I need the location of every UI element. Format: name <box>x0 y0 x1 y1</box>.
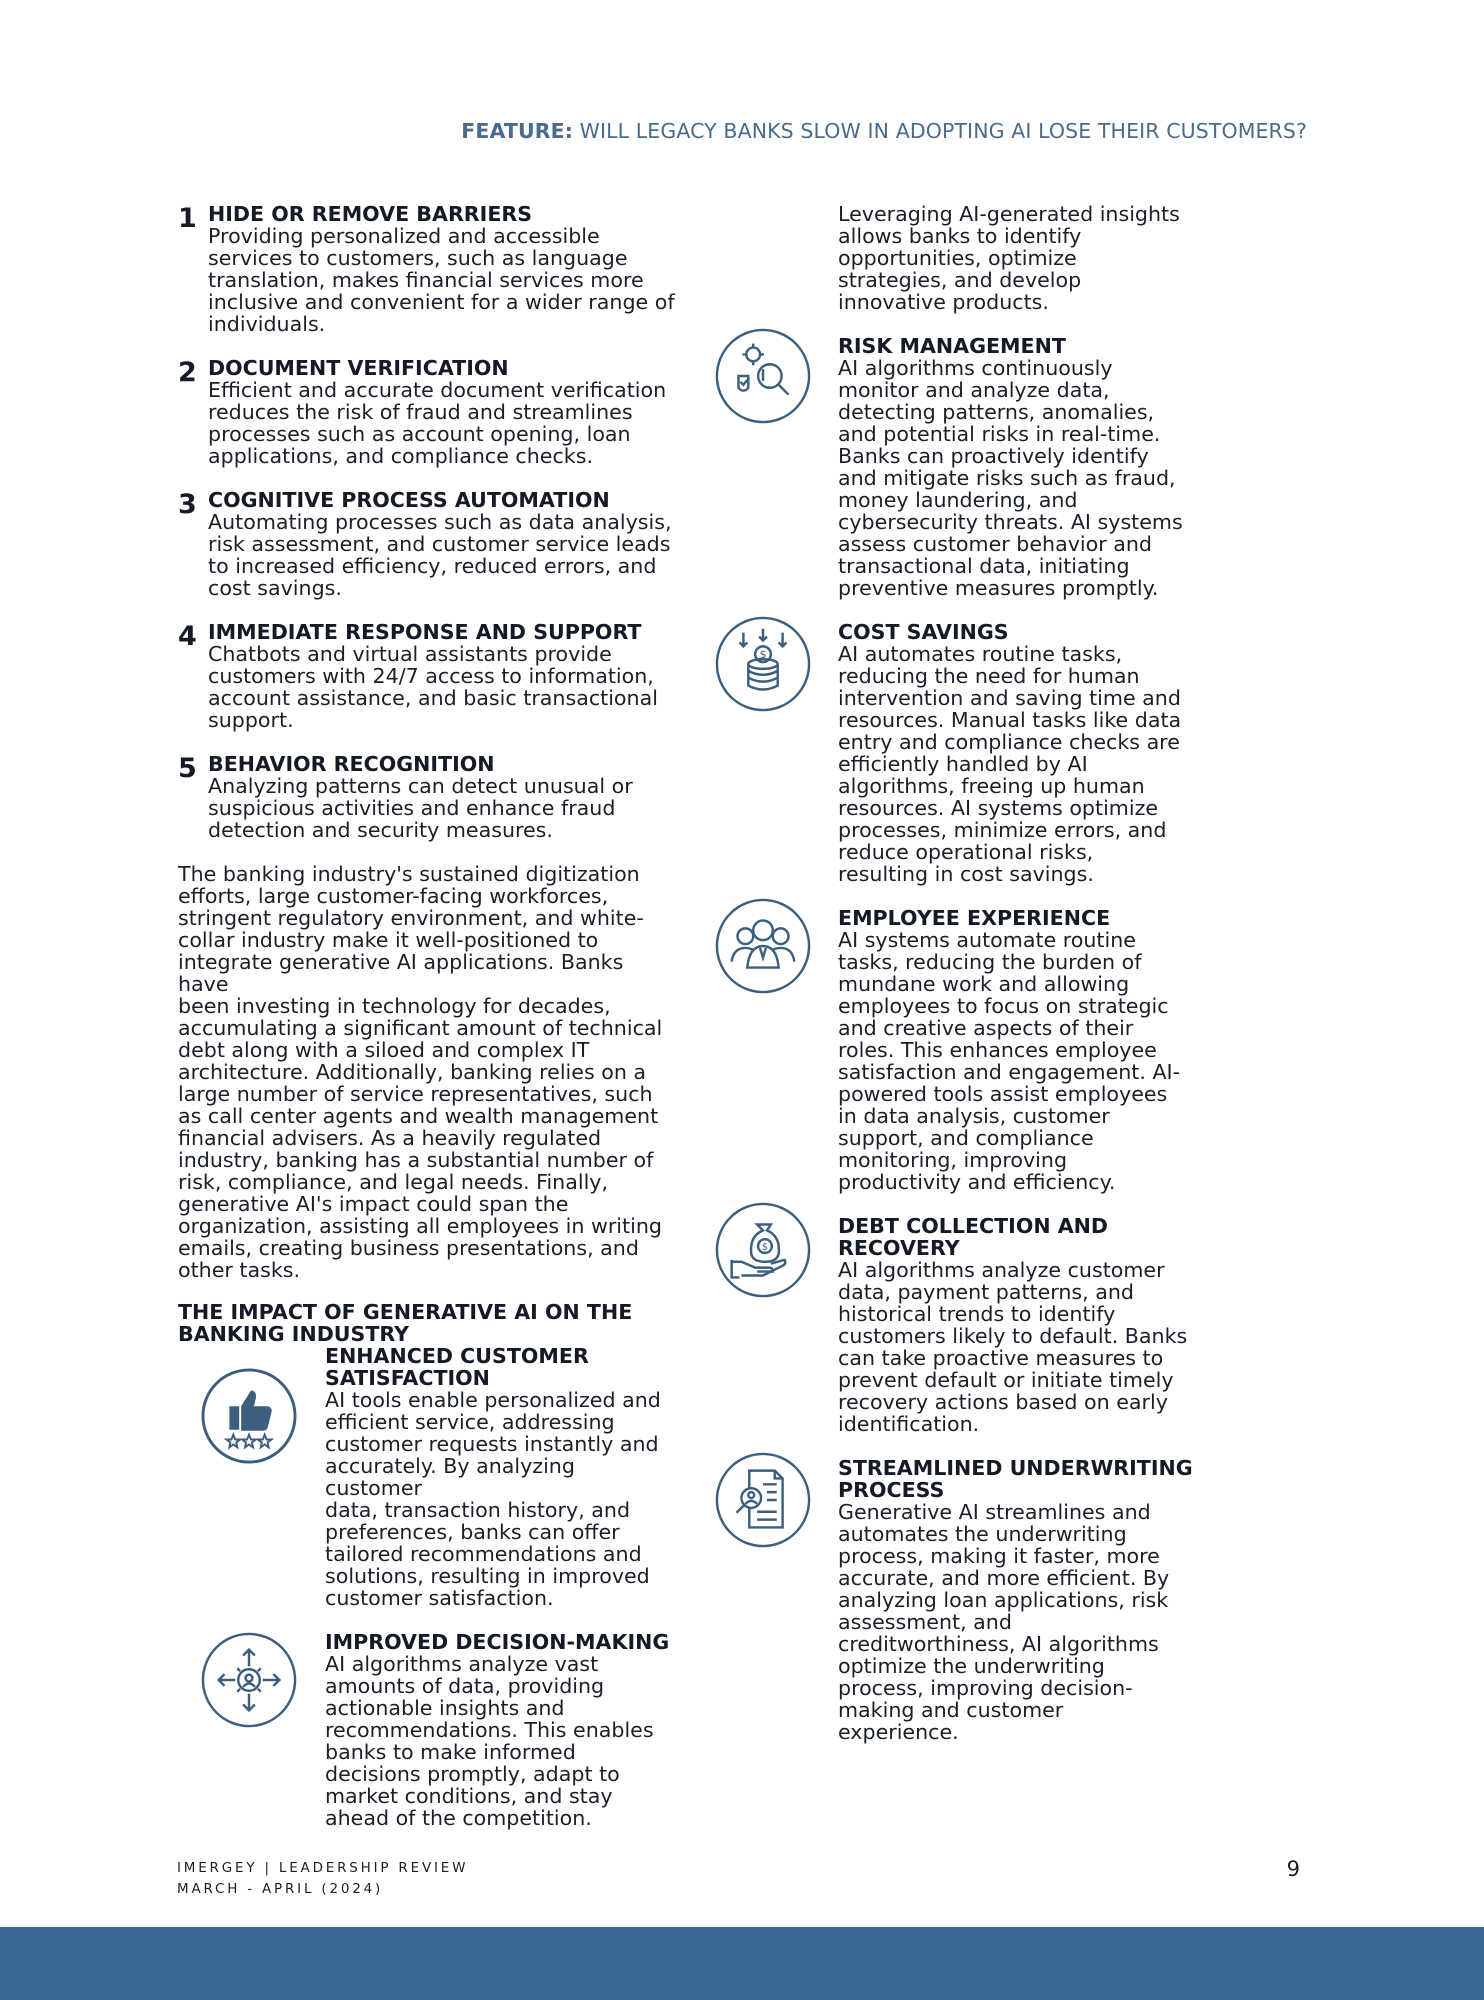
text-line: financial advisers. As a heavily regulated <box>178 1126 602 1150</box>
item-text <box>208 511 678 599</box>
left-column <box>178 203 678 1829</box>
text-line: and potential risks in real-time. <box>838 422 1161 446</box>
text-line: support. <box>208 708 294 732</box>
text-line: efficient service, addressing <box>325 1410 615 1434</box>
text-line: analyzing loan applications, risk <box>838 1588 1169 1612</box>
text-line: prevent default or initiate timely <box>838 1368 1174 1392</box>
text-line: customer requests instantly and <box>325 1432 659 1456</box>
text-line: employees to focus on strategic <box>838 994 1169 1018</box>
item-title: ENHANCED CUSTOMER SATISFACTION <box>325 1344 589 1390</box>
svg-text:$: $ <box>761 1242 769 1253</box>
item-title: COST SAVINGS <box>838 620 1009 644</box>
text-line: industry, banking has a substantial number of <box>178 1148 654 1172</box>
text-line: process, improving decision- <box>838 1676 1133 1700</box>
item-title: BEHAVIOR RECOGNITION <box>208 752 495 776</box>
text-line: integrate generative AI applications. Banks have <box>178 950 624 996</box>
icon-item-employee-experience <box>714 907 1308 1193</box>
text-line: customers likely to default. Banks <box>838 1324 1188 1348</box>
svg-text:$: $ <box>759 648 767 662</box>
text-line: customer satisfaction. <box>325 1586 554 1610</box>
text-line: organization, assisting all employees in writing <box>178 1214 662 1238</box>
item-title: EMPLOYEE EXPERIENCE <box>838 906 1111 930</box>
text-line: solutions, resulting in improved <box>325 1564 650 1588</box>
text-line: money laundering, and <box>838 488 1078 512</box>
text-line: detection and security measures. <box>208 818 553 842</box>
text-line: processes such as account opening, loan <box>208 422 631 446</box>
text-line: AI tools enable personalized and <box>325 1388 661 1412</box>
text-line: resources. Manual tasks like data <box>838 708 1182 732</box>
text-line: resulting in cost savings. <box>838 862 1094 886</box>
item-text <box>208 379 678 467</box>
item-text <box>838 929 1308 1193</box>
text-line: resources. AI systems optimize <box>838 796 1159 820</box>
text-line: individuals. <box>208 312 326 336</box>
text-line: intervention and saving time and <box>838 686 1181 710</box>
text-line: amounts of data, providing <box>325 1674 605 1698</box>
text-line: can take proactive measures to <box>838 1346 1164 1370</box>
text-line: and mitigate risks such as fraud, <box>838 466 1176 490</box>
footer-publication <box>177 1858 468 1900</box>
header-title: WILL LEGACY BANKS SLOW IN ADOPTING AI LOSE THEIR CUSTOMERS? <box>573 119 1307 143</box>
thumbs-up-stars-icon <box>200 1367 298 1465</box>
item-title: IMMEDIATE RESPONSE AND SUPPORT <box>208 620 642 644</box>
body-paragraph <box>178 863 678 1281</box>
text-line: large number of service representatives, such <box>178 1082 653 1106</box>
text-line: Automating processes such as data analysis, <box>208 510 672 534</box>
text-line: efficiently handled by AI <box>838 752 1088 776</box>
footer-issue-date: MARCH - APRIL (2024) <box>177 1881 384 1897</box>
text-line: market conditions, and stay <box>325 1784 613 1808</box>
text-line: identification. <box>838 1412 980 1436</box>
employees-group-icon <box>714 897 812 995</box>
item-text <box>325 1653 678 1829</box>
item-title: STREAMLINED UNDERWRITING PROCESS <box>838 1456 1193 1502</box>
text-line: Banks can proactively identify <box>838 444 1149 468</box>
text-line: risk assessment, and customer service leads <box>208 532 671 556</box>
text-line: experience. <box>838 1720 959 1744</box>
numbered-item-1 <box>178 203 678 335</box>
item-number: 1 <box>178 203 197 234</box>
text-line: algorithms, freeing up human <box>838 774 1145 798</box>
text-line: tasks, reducing the burden of <box>838 950 1142 974</box>
text-line: AI algorithms analyze vast <box>325 1652 599 1676</box>
text-line: reducing the need for human <box>838 664 1140 688</box>
text-line: optimize the underwriting <box>838 1654 1105 1678</box>
text-line: powered tools assist employees <box>838 1082 1168 1106</box>
text-line: monitor and analyze data, <box>838 378 1110 402</box>
text-line: actionable insights and <box>325 1696 565 1720</box>
item-title: DEBT COLLECTION AND RECOVERY <box>838 1214 1109 1260</box>
numbered-item-3 <box>178 489 678 599</box>
text-line: as call center agents and wealth management <box>178 1104 659 1128</box>
icon-item-risk-management <box>714 335 1308 599</box>
text-line: been investing in technology for decades, <box>178 994 611 1018</box>
text-line: Leveraging AI-generated insights <box>838 202 1180 226</box>
item-text <box>208 643 678 731</box>
numbered-item-2 <box>178 357 678 467</box>
text-line: entry and compliance checks are <box>838 730 1180 754</box>
money-bag-hand-icon <box>714 1201 812 1299</box>
text-line: automates the underwriting <box>838 1522 1127 1546</box>
text-line: accurately. By analyzing customer <box>325 1454 575 1500</box>
text-line: services to customers, such as language <box>208 246 628 270</box>
text-line: account assistance, and basic transactional <box>208 686 658 710</box>
text-line: strategies, and develop <box>838 268 1082 292</box>
text-line: customers with 24/7 access to information, <box>208 664 654 688</box>
text-line: reduce operational risks, <box>838 840 1094 864</box>
text-line: architecture. Additionally, banking relies on a <box>178 1060 647 1084</box>
text-line: cybersecurity threats. AI systems <box>838 510 1183 534</box>
text-line: processes, minimize errors, and <box>838 818 1167 842</box>
icon-item-cost-savings <box>714 621 1308 885</box>
icon-item-underwriting <box>714 1457 1308 1743</box>
item-text <box>838 643 1308 885</box>
item-text <box>838 1501 1308 1743</box>
text-line: innovative products. <box>838 290 1049 314</box>
item-text <box>325 1389 678 1609</box>
item-title: COGNITIVE PROCESS AUTOMATION <box>208 488 610 512</box>
text-line: in data analysis, customer <box>838 1104 1110 1128</box>
text-line: support, and compliance <box>838 1126 1094 1150</box>
text-line: Efficient and accurate document verification <box>208 378 667 402</box>
text-line: reduces the risk of fraud and streamlines <box>208 400 633 424</box>
text-line: accumulating a significant amount of technical <box>178 1016 663 1040</box>
icon-item-customer-satisfaction <box>178 1345 678 1609</box>
text-line: other tasks. <box>178 1258 301 1282</box>
item-title: DOCUMENT VERIFICATION <box>208 356 509 380</box>
text-line: applications, and compliance checks. <box>208 444 593 468</box>
text-line: Generative AI streamlines and <box>838 1500 1151 1524</box>
text-line: efforts, large customer-facing workforces, <box>178 884 609 908</box>
page-header <box>461 119 1307 143</box>
text-line: The banking industry's sustained digitization <box>178 862 640 886</box>
text-line: banks to make informed <box>325 1740 576 1764</box>
numbered-item-5 <box>178 753 678 841</box>
icon-item-decision-making <box>178 1631 678 1829</box>
text-line: data, transaction history, and <box>325 1498 631 1522</box>
left-icon-list <box>178 1345 678 1829</box>
item-title: HIDE OR REMOVE BARRIERS <box>208 202 533 226</box>
coin-stack-icon <box>714 615 812 713</box>
text-line: mundane work and allowing <box>838 972 1130 996</box>
text-line: debt along with a siloed and complex IT <box>178 1038 590 1062</box>
item-number: 3 <box>178 489 197 520</box>
text-line: to increased efficiency, reduced errors, and <box>208 554 657 578</box>
footer-publication-name: IMERGEY | LEADERSHIP REVIEW <box>177 1860 469 1876</box>
text-line: stringent regulatory environment, and white- <box>178 906 644 930</box>
text-line: roles. This enhances employee <box>838 1038 1157 1062</box>
item-title: RISK MANAGEMENT <box>838 334 1066 358</box>
text-line: recovery actions based on early <box>838 1390 1168 1414</box>
text-line: Chatbots and virtual assistants provide <box>208 642 612 666</box>
text-line: cost savings. <box>208 576 342 600</box>
page-number: 9 <box>1286 1857 1300 1881</box>
text-line: decisions promptly, adapt to <box>325 1762 620 1786</box>
text-line: Providing personalized and accessible <box>208 224 600 248</box>
text-line: detecting patterns, anomalies, <box>838 400 1155 424</box>
decision-arrows-icon <box>200 1631 298 1729</box>
impact-section-title <box>178 1301 678 1345</box>
text-line: AI algorithms continuously <box>838 356 1113 380</box>
risk-gear-magnifier-icon <box>714 327 812 425</box>
text-line: preferences, banks can offer <box>325 1520 620 1544</box>
item-text <box>208 775 678 841</box>
numbered-item-4 <box>178 621 678 731</box>
text-line: tailored recommendations and <box>325 1542 642 1566</box>
text-line: ahead of the competition. <box>325 1806 592 1830</box>
item-text <box>208 225 678 335</box>
text-line: AI algorithms analyze customer <box>838 1258 1165 1282</box>
text-line: accurate, and more efficient. By <box>838 1566 1170 1590</box>
right-column <box>759 202 1308 1744</box>
text-line: creditworthiness, AI algorithms <box>838 1632 1159 1656</box>
text-line: inclusive and convenient for a wider range of <box>208 290 675 314</box>
text-line: emails, creating business presentations, and <box>178 1236 639 1260</box>
text-line: satisfaction and engagement. AI- <box>838 1060 1181 1084</box>
text-line: AI systems automate routine <box>838 928 1136 952</box>
text-line: monitoring, improving <box>838 1148 1068 1172</box>
text-line: making and customer <box>838 1698 1064 1722</box>
text-line: collar industry make it well-positioned to <box>178 928 599 952</box>
text-line: suspicious activities and enhance fraud <box>208 796 616 820</box>
document-magnifier-icon <box>714 1451 812 1549</box>
text-line: translation, makes financial services more <box>208 268 644 292</box>
text-line: allows banks to identify <box>838 224 1082 248</box>
text-line: data, payment patterns, and <box>838 1280 1134 1304</box>
icon-item-debt-collection <box>714 1215 1308 1435</box>
text-line: BANKING INDUSTRY <box>178 1322 410 1346</box>
text-line: assess customer behavior and <box>838 532 1152 556</box>
numbered-list <box>178 203 678 841</box>
bottom-accent-bar <box>0 1927 1484 2000</box>
text-line: THE IMPACT OF GENERATIVE AI ON THE <box>178 1300 633 1324</box>
header-label: FEATURE: <box>461 119 573 143</box>
text-line: productivity and efficiency. <box>838 1170 1116 1194</box>
text-line: Analyzing patterns can detect unusual or <box>208 774 633 798</box>
text-line: AI automates routine tasks, <box>838 642 1123 666</box>
item-number: 4 <box>178 621 197 652</box>
text-line: transactional data, initiating <box>838 554 1130 578</box>
text-line: opportunities, optimize <box>838 246 1077 270</box>
text-line: assessment, and <box>838 1610 1012 1634</box>
item-title: IMPROVED DECISION-MAKING <box>325 1630 670 1654</box>
right-intro-text <box>838 203 1308 313</box>
item-text <box>838 357 1308 599</box>
item-number: 2 <box>178 357 197 388</box>
text-line: process, making it faster, more <box>838 1544 1160 1568</box>
text-line: risk, compliance, and legal needs. Finally, <box>178 1170 609 1194</box>
text-line: generative AI's impact could span the <box>178 1192 569 1216</box>
text-line: recommendations. This enables <box>325 1718 654 1742</box>
text-line: historical trends to identify <box>838 1302 1116 1326</box>
text-line: preventive measures promptly. <box>838 576 1159 600</box>
item-text <box>838 1259 1308 1435</box>
text-line: and creative aspects of their <box>838 1016 1134 1040</box>
item-number: 5 <box>178 753 197 784</box>
